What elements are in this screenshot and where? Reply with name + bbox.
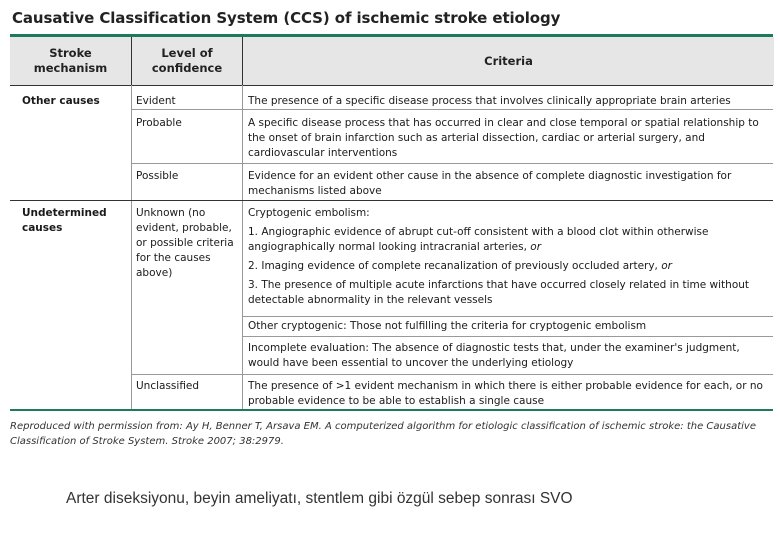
criteria-possible: Evidence for an evident other cause in the absence of complete diagnostic investigation for mechanisms listed above: [248, 170, 732, 197]
criteria-cryptogenic-item-3: 3. The presence of multiple acute infarctions that have occurred closely related in time without detectable abnormality in the relevant vessels: [248, 279, 750, 306]
level-unknown: Unknown (no evident, probable, or possible criteria for the causes above): [136, 207, 234, 279]
ccs-table: [10, 37, 773, 410]
row-divider: [131, 374, 773, 375]
mechanism-undetermined-causes: Undetermined causes: [22, 207, 107, 234]
criteria-cryptogenic-heading: Cryptogenic embolism:: [248, 207, 370, 219]
group-divider: [10, 200, 773, 201]
criteria-evident: The presence of a specific disease process that involves clinically appropriate brain arteries: [248, 95, 731, 107]
mechanism-other-causes: Other causes: [22, 95, 100, 107]
level-possible: Possible: [136, 170, 179, 182]
level-evident: Evident: [136, 95, 176, 107]
level-probable: Probable: [136, 117, 182, 129]
criteria-other-cryptogenic: Other cryptogenic: Those not fulfilling the criteria for cryptogenic embolism: [248, 320, 647, 332]
slide-caption: Arter diseksiyonu, beyin ameliyatı, stentlem gibi özgül sebep sonrası SVO: [66, 490, 573, 507]
column-divider: [242, 85, 243, 410]
row-divider: [131, 109, 773, 110]
row-divider: [242, 336, 773, 337]
table-title: Causative Classification System (CCS) of ischemic stroke etiology: [12, 9, 561, 27]
level-unclassified: Unclassified: [136, 380, 200, 392]
criteria-incomplete-evaluation: Incomplete evaluation: The absence of diagnostic tests that, under the examiner's judgment, would have been essential to uncover the underlying etiology: [248, 342, 740, 369]
criteria-cryptogenic-item-1: 1. Angiographic evidence of abrupt cut-off consistent with a blood clot within otherwise angiographically normal looking intracranial arteries, or: [248, 226, 709, 253]
criteria-probable: A specific disease process that has occurred in clear and close temporal or spatial relationship to the onset of brain infarction such as arterial dissection, cardiac or arterial surgery, and cardiovascular interventions: [248, 117, 759, 159]
header-criteria: Criteria: [242, 37, 774, 85]
bottom-rule: [10, 409, 773, 411]
table-header: [10, 37, 773, 86]
row-divider: [242, 316, 773, 317]
column-divider: [131, 85, 132, 410]
criteria-unclassified: The presence of >1 evident mechanism in which there is either probable evidence for each, or no probable evidence to be able to establish a single cause: [248, 380, 763, 407]
criteria-cryptogenic-item-2: 2. Imaging evidence of complete recanalization of previously occluded artery, or: [248, 260, 672, 272]
row-divider: [131, 163, 773, 164]
header-stroke-mechanism: Stroke mechanism: [10, 37, 132, 85]
header-level-of-confidence: Level of confidence: [132, 37, 242, 85]
reproduction-note: Reproduced with permission from: Ay H, Benner T, Arsava EM. A computerized algorithm for etiologic classification of ischemic stroke: the Causative Classification of Stroke System. Stroke 2007; 38:2979.: [10, 421, 756, 447]
